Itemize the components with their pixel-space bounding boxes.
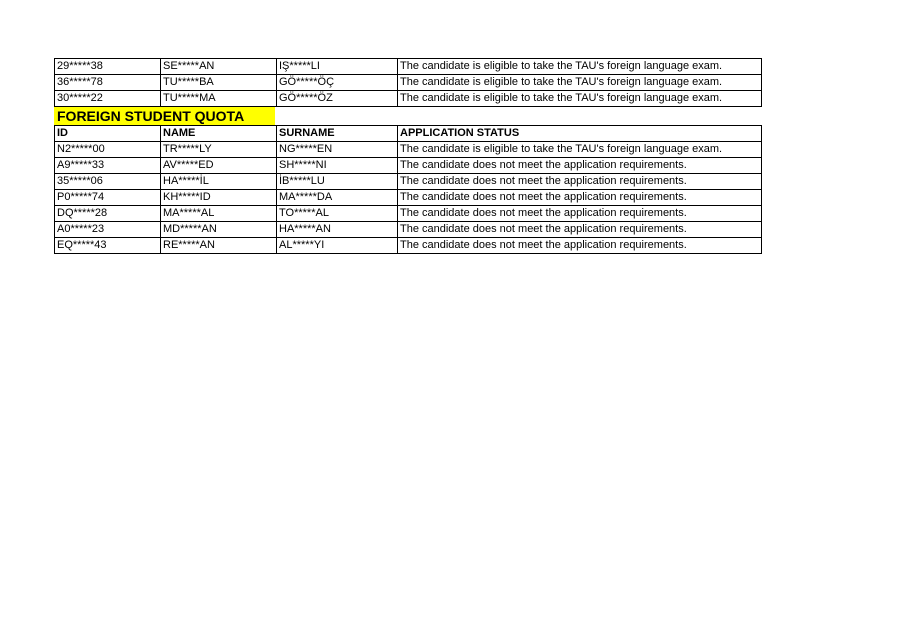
- name-cell: KH*****ID: [161, 190, 277, 206]
- table-row: [55, 142, 762, 158]
- surname-cell: SH*****NI: [277, 158, 398, 174]
- status-cell: The candidate does not meet the application requirements.: [398, 238, 762, 254]
- table-row: [55, 59, 762, 75]
- surname-cell: HA*****AN: [277, 222, 398, 238]
- id-cell: 29*****38: [55, 59, 161, 75]
- top-results-table: [54, 58, 762, 107]
- name-cell: MA*****AL: [161, 206, 277, 222]
- status-cell: The candidate does not meet the application requirements.: [398, 190, 762, 206]
- name-cell: HA*****İL: [161, 174, 277, 190]
- section-heading-row: [54, 107, 761, 125]
- id-cell: N2*****00: [55, 142, 161, 158]
- surname-cell: MA*****DA: [277, 190, 398, 206]
- header-surname: SURNAME: [277, 126, 398, 142]
- surname-cell: İB*****LU: [277, 174, 398, 190]
- status-cell: The candidate is eligible to take the TAU's foreign language exam.: [398, 142, 762, 158]
- table-row: [55, 91, 762, 107]
- table-row: [55, 238, 762, 254]
- table-row: [55, 222, 762, 238]
- status-cell: The candidate does not meet the application requirements.: [398, 174, 762, 190]
- table-row: [55, 174, 762, 190]
- surname-cell: IŞ*****LI: [277, 59, 398, 75]
- foreign-quota-table: [54, 125, 762, 254]
- id-cell: EQ*****43: [55, 238, 161, 254]
- name-cell: AV*****ED: [161, 158, 277, 174]
- header-name: NAME: [161, 126, 277, 142]
- spreadsheet-page: [54, 58, 761, 254]
- status-cell: The candidate is eligible to take the TAU's foreign language exam.: [398, 75, 762, 91]
- name-cell: RE*****AN: [161, 238, 277, 254]
- name-cell: MD*****AN: [161, 222, 277, 238]
- table-row: [55, 206, 762, 222]
- id-cell: A9*****33: [55, 158, 161, 174]
- name-cell: TR*****LY: [161, 142, 277, 158]
- surname-cell: GÖ*****ÖÇ: [277, 75, 398, 91]
- surname-cell: AL*****YI: [277, 238, 398, 254]
- table-row: [55, 75, 762, 91]
- status-cell: The candidate does not meet the application requirements.: [398, 158, 762, 174]
- name-cell: TU*****BA: [161, 75, 277, 91]
- table-header-row: [55, 126, 762, 142]
- status-cell: The candidate is eligible to take the TAU's foreign language exam.: [398, 59, 762, 75]
- id-cell: 30*****22: [55, 91, 161, 107]
- table-row: [55, 158, 762, 174]
- status-cell: The candidate does not meet the application requirements.: [398, 206, 762, 222]
- header-status: APPLICATION STATUS: [398, 126, 762, 142]
- surname-cell: NG*****EN: [277, 142, 398, 158]
- surname-cell: TO*****AL: [277, 206, 398, 222]
- surname-cell: GÖ*****ÖZ: [277, 91, 398, 107]
- name-cell: SE*****AN: [161, 59, 277, 75]
- header-id: ID: [55, 126, 161, 142]
- id-cell: DQ*****28: [55, 206, 161, 222]
- table-row: [55, 190, 762, 206]
- name-cell: TU*****MA: [161, 91, 277, 107]
- id-cell: 35*****06: [55, 174, 161, 190]
- status-cell: The candidate does not meet the application requirements.: [398, 222, 762, 238]
- id-cell: A0*****23: [55, 222, 161, 238]
- status-cell: The candidate is eligible to take the TAU's foreign language exam.: [398, 91, 762, 107]
- id-cell: P0*****74: [55, 190, 161, 206]
- id-cell: 36*****78: [55, 75, 161, 91]
- section-title: FOREIGN STUDENT QUOTA: [54, 107, 275, 125]
